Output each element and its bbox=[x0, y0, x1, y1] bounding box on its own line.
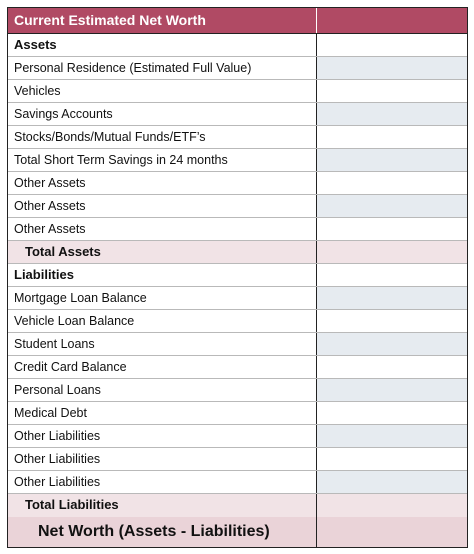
item-row-total-short-term-savings-in-24-months bbox=[8, 149, 467, 172]
row-label: Total Assets bbox=[8, 241, 317, 263]
row-label: Credit Card Balance bbox=[8, 356, 317, 378]
item-row-stocks-bonds-mutual-funds-etf-s bbox=[8, 126, 467, 149]
row-value-cell[interactable] bbox=[317, 287, 467, 309]
row-label: Liabilities bbox=[8, 264, 317, 286]
worksheet-title: Current Estimated Net Worth bbox=[8, 8, 317, 33]
row-label: Stocks/Bonds/Mutual Funds/ETF’s bbox=[8, 126, 317, 148]
row-value-cell[interactable] bbox=[317, 310, 467, 332]
row-value-cell[interactable] bbox=[317, 103, 467, 125]
row-label: Total Short Term Savings in 24 months bbox=[8, 149, 317, 171]
row-label: Other Liabilities bbox=[8, 471, 317, 493]
net-worth-worksheet bbox=[7, 7, 468, 548]
row-label: Personal Residence (Estimated Full Value) bbox=[8, 57, 317, 79]
row-label: Vehicle Loan Balance bbox=[8, 310, 317, 332]
row-value-cell[interactable] bbox=[317, 241, 467, 263]
row-label: Medical Debt bbox=[8, 402, 317, 424]
item-row-student-loans bbox=[8, 333, 467, 356]
item-row-medical-debt bbox=[8, 402, 467, 425]
row-value-cell[interactable] bbox=[317, 195, 467, 217]
item-row-other-assets bbox=[8, 218, 467, 241]
row-value-cell bbox=[317, 34, 467, 56]
net-worth-label: Net Worth (Assets - Liabilities) bbox=[8, 517, 317, 547]
item-row-other-assets bbox=[8, 195, 467, 218]
row-value-cell bbox=[317, 264, 467, 286]
item-row-other-assets bbox=[8, 172, 467, 195]
item-row-vehicle-loan-balance bbox=[8, 310, 467, 333]
row-label: Other Assets bbox=[8, 195, 317, 217]
header-value-cell bbox=[317, 8, 467, 33]
row-value-cell[interactable] bbox=[317, 172, 467, 194]
row-value-cell[interactable] bbox=[317, 126, 467, 148]
item-row-other-liabilities bbox=[8, 448, 467, 471]
item-row-mortgage-loan-balance bbox=[8, 287, 467, 310]
row-value-cell[interactable] bbox=[317, 57, 467, 79]
item-row-personal-loans bbox=[8, 379, 467, 402]
item-row-vehicles bbox=[8, 80, 467, 103]
row-value-cell[interactable] bbox=[317, 80, 467, 102]
item-row-savings-accounts bbox=[8, 103, 467, 126]
row-value-cell[interactable] bbox=[317, 149, 467, 171]
row-value-cell[interactable] bbox=[317, 402, 467, 424]
row-label: Savings Accounts bbox=[8, 103, 317, 125]
item-row-other-liabilities bbox=[8, 425, 467, 448]
row-value-cell[interactable] bbox=[317, 425, 467, 447]
net-worth-row bbox=[8, 517, 467, 547]
row-label: Other Assets bbox=[8, 172, 317, 194]
row-label: Personal Loans bbox=[8, 379, 317, 401]
worksheet-rows bbox=[8, 34, 467, 517]
section-row-liabilities bbox=[8, 264, 467, 287]
section-row-assets bbox=[8, 34, 467, 57]
row-label: Total Liabilities bbox=[8, 494, 317, 517]
header-row bbox=[8, 8, 467, 34]
item-row-personal-residence-estimated-full-value bbox=[8, 57, 467, 80]
row-label: Other Liabilities bbox=[8, 425, 317, 447]
total-row-total-liabilities bbox=[8, 494, 467, 517]
net-worth-value-cell[interactable] bbox=[317, 517, 467, 547]
row-label: Mortgage Loan Balance bbox=[8, 287, 317, 309]
row-value-cell[interactable] bbox=[317, 448, 467, 470]
row-value-cell[interactable] bbox=[317, 379, 467, 401]
row-value-cell[interactable] bbox=[317, 494, 467, 517]
row-label: Assets bbox=[8, 34, 317, 56]
row-label: Student Loans bbox=[8, 333, 317, 355]
row-label: Other Liabilities bbox=[8, 448, 317, 470]
total-row-total-assets bbox=[8, 241, 467, 264]
row-value-cell[interactable] bbox=[317, 333, 467, 355]
item-row-credit-card-balance bbox=[8, 356, 467, 379]
item-row-other-liabilities bbox=[8, 471, 467, 494]
row-value-cell[interactable] bbox=[317, 356, 467, 378]
row-value-cell[interactable] bbox=[317, 471, 467, 493]
row-label: Other Assets bbox=[8, 218, 317, 240]
row-label: Vehicles bbox=[8, 80, 317, 102]
row-value-cell[interactable] bbox=[317, 218, 467, 240]
